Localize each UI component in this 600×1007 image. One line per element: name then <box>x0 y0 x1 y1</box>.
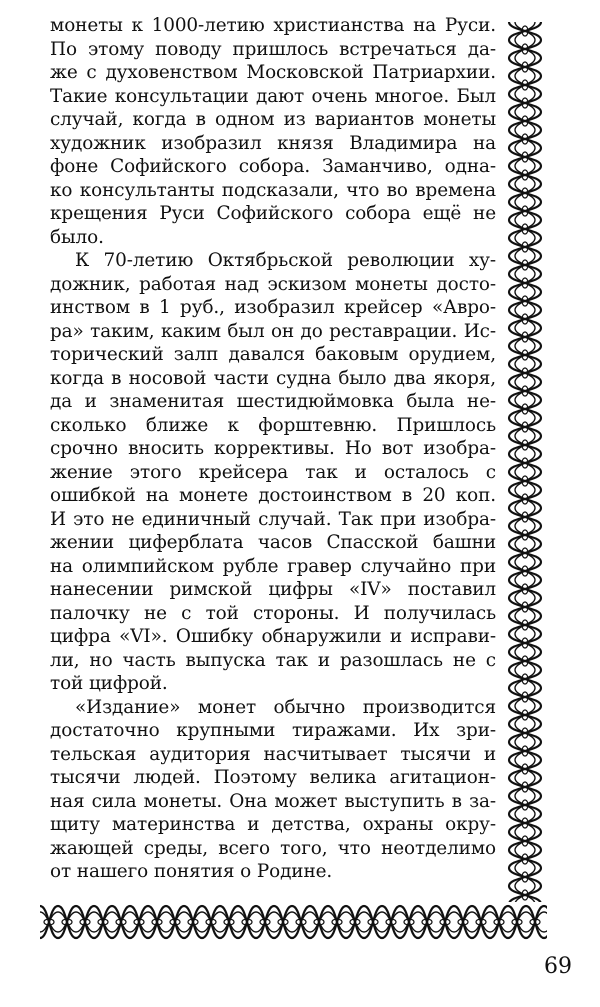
text-line: фоне Софийского собора. Заманчиво, одна- <box>50 156 496 177</box>
text-line: достаточно крупными тиражами. Их зри- <box>50 720 496 741</box>
page-number: 69 <box>544 954 572 979</box>
text-line: сколько ближе к форштевню. Пришлось <box>50 414 496 436</box>
text-line: ра» таким, каким был он до реставрации. Ис- <box>50 320 496 342</box>
text-line: случай, когда в одном из вариантов монеты <box>50 109 496 130</box>
text-line: жающей среды, всего того, что неотделимо <box>50 837 496 859</box>
text-line: палочку не с той стороны. И получилась <box>50 602 496 624</box>
text-line: было. <box>50 226 104 248</box>
text-line: И это не единичный случай. Так при изобра- <box>50 508 496 530</box>
text-line: торический залп давался баковым орудием, <box>50 344 496 365</box>
text-line: жении циферблата часов Спасской башни <box>50 532 496 553</box>
text-line: на олимпийском рубле гравер случайно при <box>50 555 496 577</box>
text-line: срочно вносить коррективы. Но вот изобра- <box>50 438 496 459</box>
text-line: той цифрой. <box>50 673 168 694</box>
text-line: же с духовенством Московской Патриархии. <box>50 62 496 83</box>
text-line: да и знаменитая шестидюймовка была не- <box>50 391 496 412</box>
text-line: ко консультанты подсказали, что во времена <box>50 179 496 201</box>
paragraph-start-line: «Издание» монет обычно производится <box>75 696 496 718</box>
text-line: ошибкой на монете достоинством в 20 коп. <box>50 485 496 506</box>
text-line: По этому поводу пришлось встречаться да- <box>50 38 496 60</box>
text-line: тысячи людей. Поэтому велика агитацион- <box>50 767 496 788</box>
text-line: когда в носовой части судна было два якоря, <box>50 367 496 389</box>
text-line: ная сила монеты. Она может выступить в за- <box>50 790 496 812</box>
text-line: художник изобразил князя Владимира на <box>50 132 496 154</box>
text-line: ли, но часть выпуска так и разошлась не с <box>50 649 496 671</box>
braided-border-right <box>503 22 547 902</box>
text-line: дожник, работая над эскизом монеты досто- <box>50 273 496 295</box>
text-line: инством в 1 руб., изобразил крейсер «Авро- <box>50 297 496 318</box>
text-line: Такие консультации дают очень многое. Был <box>50 85 496 107</box>
text-line: цифра «VI». Ошибку обнаружили и исправи- <box>50 626 496 647</box>
text-line: тельская аудитория насчитывает тысячи и <box>50 743 496 765</box>
text-line: щиту материнства и детства, охраны окру- <box>50 814 496 835</box>
paragraph-start-line: К 70-летию Октябрьской революции ху- <box>75 250 496 271</box>
body-text <box>50 14 496 884</box>
text-line: монеты к 1000-летию христианства на Руси. <box>50 15 496 36</box>
text-line: крещения Руси Софийского собора ещё не <box>50 203 496 224</box>
text-line: жение этого крейсера так и осталось с <box>50 461 496 483</box>
text-line: нанесении римской цифры «IV» поставил <box>50 579 496 600</box>
braided-border-bottom <box>40 900 547 944</box>
text-line: от нашего понятия о Родине. <box>50 861 333 882</box>
